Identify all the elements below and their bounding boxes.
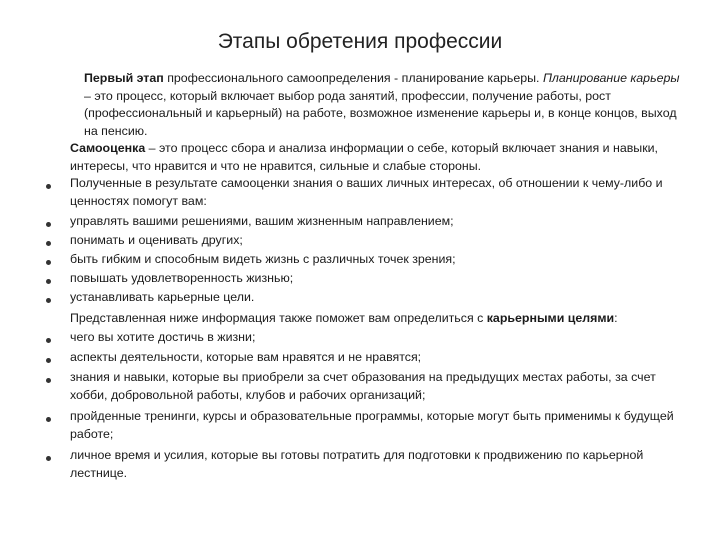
list-item: пройденные тренинги, курсы и образовательные программы, которые могут быть применимы к будущей работе;	[70, 409, 674, 441]
bullet-dot-icon	[46, 222, 51, 227]
list-item: знания и навыки, которые вы приобрели за счет образования на предыдущих местах работы, за счет хобби, добровольной работы, клубов и рабочих организаций;	[70, 370, 656, 402]
career-goals-colon: :	[614, 311, 618, 325]
list-item: Полученные в результате самооценки знания о ваших личных интересах, об отношении к чему-либо и ценностях помогут вам:	[70, 176, 663, 208]
bullet-dot-icon	[46, 456, 51, 461]
list-item: аспекты деятельности, которые вам нравятся и не нравятся;	[70, 350, 422, 364]
bullet-dot-icon	[46, 184, 51, 189]
bullet-dot-icon	[46, 417, 51, 422]
self-assessment-bold: Самооценка	[70, 141, 146, 155]
bullet-dot-icon	[46, 279, 51, 284]
career-goals-text: Представленная ниже информация также поможет вам определиться с	[70, 311, 487, 325]
bullet-dot-icon	[46, 298, 51, 303]
list-item: управлять вашими решениями, вашим жизненным направлением;	[70, 214, 454, 228]
intro-italic: Планирование карьеры	[542, 71, 680, 85]
intro-paragraph	[84, 70, 684, 140]
bullet-dot-icon	[46, 338, 51, 343]
career-goals-paragraph	[70, 310, 690, 328]
career-goals-bold: карьерными целями	[486, 311, 615, 325]
list-item: повышать удовлетворенность жизнью;	[70, 271, 294, 285]
bullet-dot-icon	[46, 260, 51, 265]
list-item: быть гибким и способным видеть жизнь с различных точек зрения;	[70, 252, 456, 266]
intro-bold: Первый этап	[84, 71, 164, 85]
bullet-dot-icon	[46, 358, 51, 363]
list-item: понимать и оценивать других;	[70, 233, 243, 247]
list-item: личное время и усилия, которые вы готовы потратить для подготовки к продвижению по карьерной лестнице.	[70, 448, 644, 480]
bullet-dot-icon	[46, 241, 51, 246]
bullet-dot-icon	[46, 378, 51, 383]
intro-text-1: профессионального самоопределения - планирование карьеры.	[163, 71, 543, 85]
page-title: Этапы обретения профессии	[217, 30, 503, 53]
self-assessment-text: – это процесс сбора и анализа информации о себе, который включает знания и навыки, интересы, что нравится и что не нравится, сильные и слабые стороны.	[70, 141, 659, 173]
self-assessment-paragraph	[70, 140, 690, 175]
intro-text-2: – это процесс, который включает выбор рода занятий, профессии, получение работы, рост (профессиональный и карьерный) на работе, возможное изменение карьеры и, в конце концов, выход на пенсию.	[84, 88, 677, 138]
list-item: устанавливать карьерные цели.	[70, 290, 255, 304]
list-item: чего вы хотите достичь в жизни;	[70, 330, 256, 344]
